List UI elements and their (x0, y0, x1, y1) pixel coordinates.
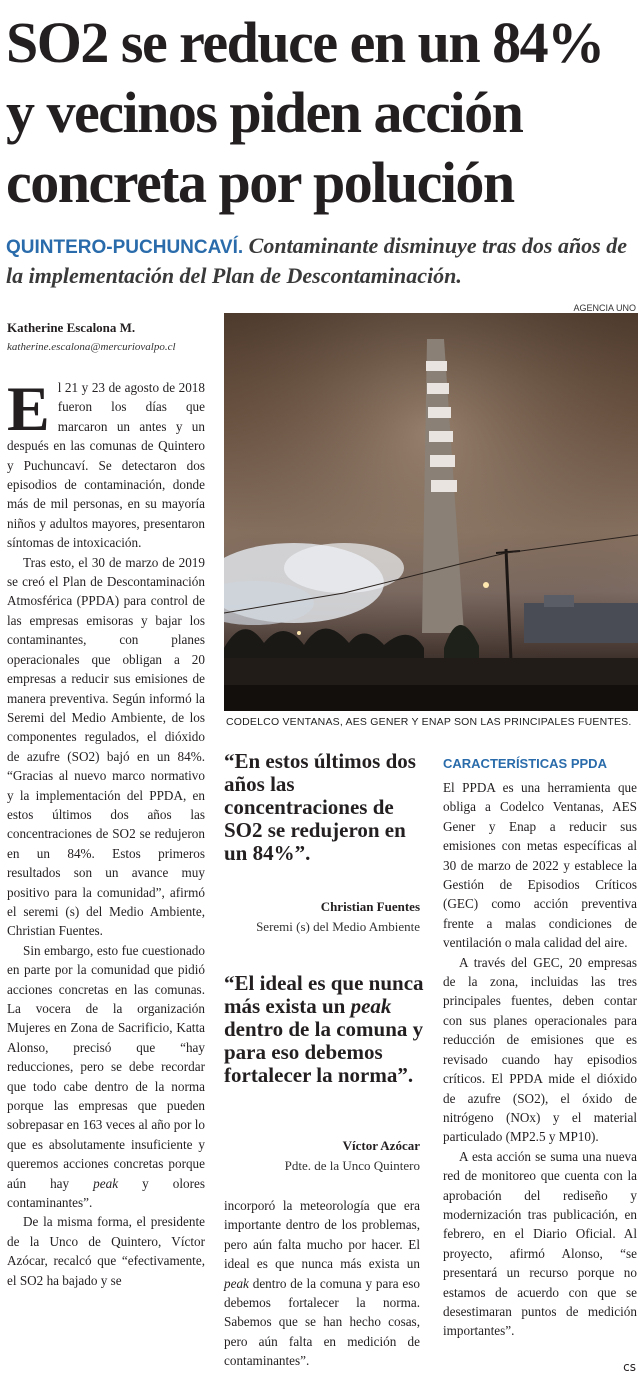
pull-quote-2-peak: peak (350, 994, 392, 1018)
sidebar-paragraph-2: A través del GEC, 20 empresas de la zona, incluidas las tres principales fuentes, deben contar con sus planes operacionales para reducción de emisiones que es revisado cuando hay episodios críticos. El PPDA mide el dióxido de azufre (SO2), el óxido de nitrógeno (NOx) y el material particulado (MP2.5 y MP10). (443, 954, 637, 1145)
lede (6, 232, 638, 290)
body-paragraph-1 (7, 373, 205, 553)
pull-quote-1-name: Christian Fuentes (320, 899, 420, 914)
pull-quote-2-name: Víctor Azócar (342, 1138, 420, 1153)
drop-cap: E (7, 373, 50, 444)
byline (7, 320, 217, 353)
body-paragraph-4: De la misma forma, el presidente de la Unco de Quintero, Víctor Azócar, recalcó que “efectivamente, el SO2 ha bajado y se (7, 1214, 205, 1288)
end-mark: cs (623, 1360, 636, 1374)
pull-quote-2-role: Pdte. de la Unco Quintero (284, 1158, 420, 1173)
lede-text: Contaminante disminuye tras dos años de la implementación del Plan de Descontaminación. (6, 233, 628, 288)
body-paragraph-3-text-b: y olores contaminantes”. (7, 1175, 205, 1211)
body-paragraph-5-peak: peak (224, 1275, 249, 1291)
pull-quote-2 (224, 972, 424, 1087)
body-paragraph-3 (7, 941, 205, 1213)
sidebar-paragraph-3: A esta acción se suma una nueva red de monitoreo que cuenta con la aprobación del rediseño y modernización tras publicación, en febrero, en el Diario Oficial. Al proyecto, afirmó Alonso, “se presentará un recurso porque no estamos de acuerdo con que se desestimaran puntos de medición importantes”. (443, 1148, 637, 1339)
body-paragraph-5-text-b: dentro de la comuna y para eso debemos fortalecer la norma. Sabemos que se han hecho cosas, pero aún falta en medición de contaminantes”. (224, 1275, 420, 1369)
smokestack-photo-illustration (224, 313, 638, 711)
body-column-1 (7, 373, 205, 1290)
headline-line-2: y vecinos piden acción (6, 80, 523, 145)
body-column-2 (224, 1196, 420, 1371)
photo-credit: AGENCIA UNO (573, 303, 636, 313)
pull-quote-2-text-a: “El ideal es que nunca más exista un (224, 971, 424, 1018)
body-paragraph-1-text: l 21 y 23 de agosto de 2018 fueron los días que marcaron un antes y un después en las comunas de Quintero y Puchuncaví. Se detectaron dos episodios de contaminación, donde más de mil personas, en su mayoría niños y adultos mayores, presentaron síntomas de intoxicación. (7, 380, 205, 551)
pull-quote-1: “En estos últimos dos años las concentraciones de SO2 se redujeron en un 84%”. (224, 749, 416, 865)
sidebar-paragraph-1: El PPDA es una herramienta que obliga a Codelco Ventanas, AES Gener y Enap a reducir sus emisiones con metas específicas al 30 de marzo de 2022 y establece la Gestión de Episodios Críticos (GEC) como acción preventiva frente a malas condiciones de ventilación o mala calidad del aire. (443, 780, 637, 951)
headline-line-1: SO2 se reduce en un 84% (6, 10, 604, 75)
author-email: katherine.escalona@mercuriovalpo.cl (7, 341, 176, 353)
body-paragraph-3-text-a: Sin embargo, esto fue cuestionado en parte por la comunidad que pidió acciones concretas en las comunas. La vocera de la organización Mujeres en Zona de Sacrificio, Katta Alonso, precisó que “hay reducciones, pero se debe recordar que todo cabe dentro de la norma porque las empresas que pueden sobrepasar en 163 veces al año por lo que es absolutamente insuficiente y queremos acciones concretas porque aún hay (7, 942, 205, 1191)
body-paragraph-5-text-a: incorporó la meteorología que era importante dentro de los problemas, pero aún falta mucho por hacer. El ideal es que nunca más exista un (224, 1198, 420, 1272)
sidebar-column (443, 778, 637, 1341)
body-paragraph-3-peak: peak (93, 1175, 119, 1191)
body-paragraph-5 (224, 1196, 420, 1371)
article-photo (224, 313, 638, 711)
lede-kicker: QUINTERO-PUCHUNCAVÍ. (6, 237, 244, 258)
headline-line-3: concreta por polución (6, 150, 514, 215)
pull-quote-1-role: Seremi (s) del Medio Ambiente (256, 919, 420, 934)
photo-caption: CODELCO VENTANAS, AES GENER Y ENAP SON LAS PRINCIPALES FUENTES. (226, 716, 632, 728)
headline (6, 8, 642, 218)
author-name: Katherine Escalona M. (7, 320, 136, 335)
body-paragraph-2: Tras esto, el 30 de marzo de 2019 se creó el Plan de Descontaminación Atmosférica (PPDA) para control de las empresas emisoras y bajar los contaminantes, con planes operacionales que obligan a 20 empresas a reducir sus emisiones de manera preventiva. Según informó la Seremi del Medio Ambiente, de los componentes regulados, el dióxido de azufre (SO2) bajó en un 84%. “Gracias al nuevo marco normativo y la implementación del PPDA, en estos últimos dos años las concentraciones de SO2 se redujeron en un 84%. Estos primeros resultados son un avance muy positivo para la comunidad”, afirmó el seremi (s) del Medio Ambiente, Christian Fuentes. (7, 554, 205, 939)
pull-quote-2-text-b: dentro de la comuna y para eso debemos fortalecer la norma”. (224, 1017, 424, 1087)
sidebar-heading: CARACTERÍSTICAS PPDA (443, 756, 607, 771)
